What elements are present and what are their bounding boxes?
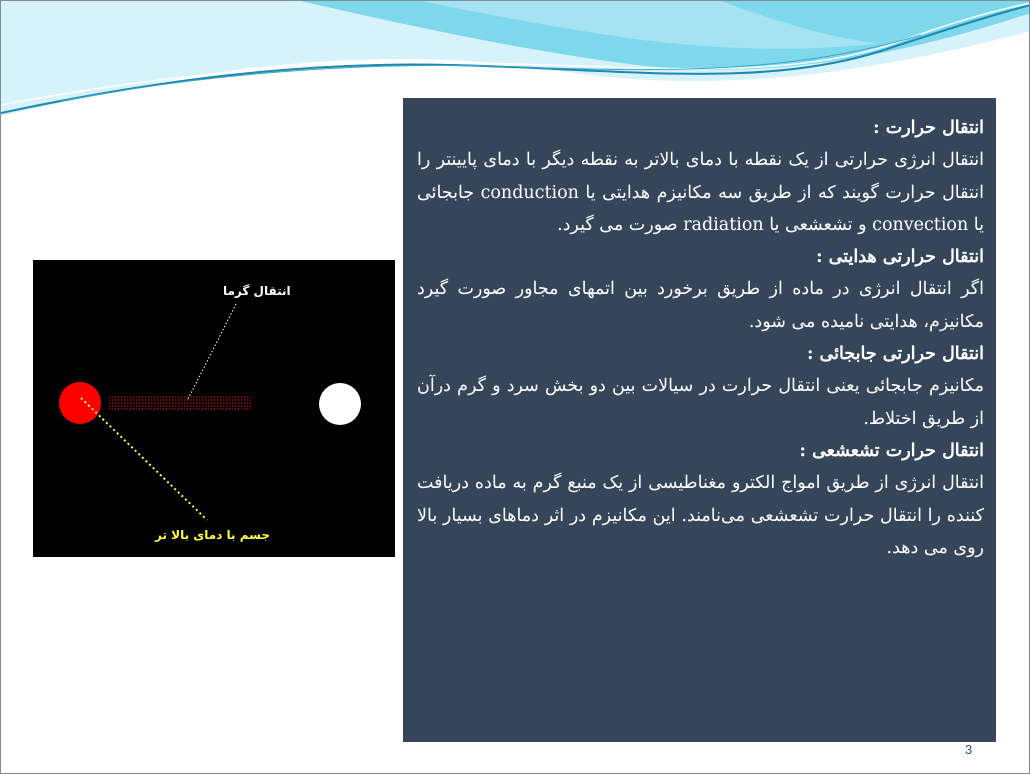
heat-flow-particles [109,397,251,409]
label-hot-body: جسم با دمای بالا تر [155,528,271,542]
content-text-box [403,98,996,742]
para-conduction: اگر انتقال انرژی در ماده از طریق برخورد بین اتمهای مجاور صورت گیرد مکانیزم، هدایتی نامیده می شود. [417,279,984,332]
cold-body-circle [319,383,361,425]
heat-transfer-pointer [188,304,236,399]
heading-convection: انتقال حرارتی جابجائی : [807,344,984,365]
para-heat-transfer: انتقال انرژی حرارتی از یک نقطه با دمای بالاتر به نقطه دیگر با دمای پایینتر را انتقال حرارت گویند که از طریق سه مکانیزم هدایتی یا conduction جابجائی یا convection و تشعشعی یا radiation صورت می گیرد. [417,150,984,235]
heat-transfer-figure [33,260,395,557]
para-radiation: انتقال انرژی از طریق امواج الکترو مغناطیسی از یک منبع گرم به ماده دریافت کننده را انتقال حرارت تشعشعی می‌نامند. این مکانیزم در اثر دماهای بسیار بالا روی می دهد. [417,473,984,558]
page-number: 3 [965,742,973,757]
heading-conduction: انتقال حرارتی هدایتی : [816,247,984,268]
para-convection: مکانیزم جابجائی یعنی انتقال حرارت در سیالات بین دو بخش سرد و گرم درآن از طریق اختلاط. [417,376,984,429]
label-heat-transfer: انتقال گرما [223,284,291,298]
figure-drawing [33,260,395,557]
heading-radiation: انتقال حرارت تشعشعی : [799,440,984,461]
heading-heat-transfer: انتقال حرارت : [873,118,984,138]
hot-body-circle [59,382,101,424]
hot-body-pointer [81,398,207,520]
